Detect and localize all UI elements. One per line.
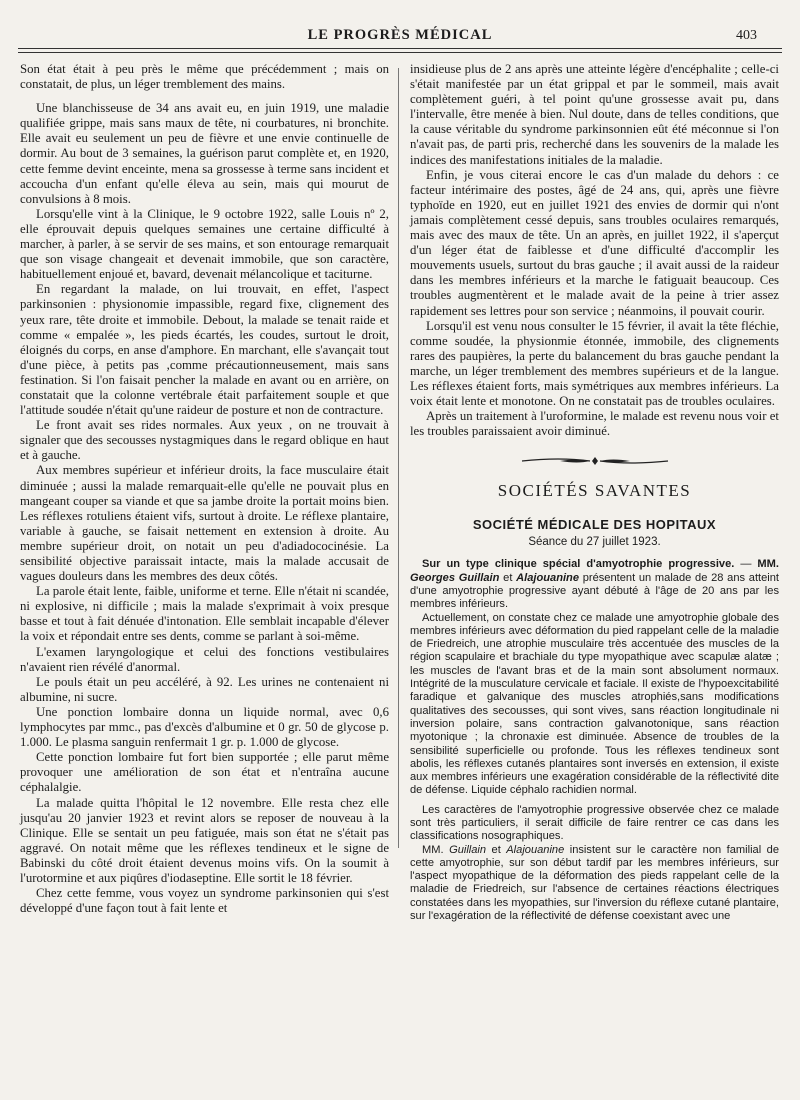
paragraph: Le pouls était un peu accéléré, à 92. Les urines ne contenaient ni albumine, ni sucre. [20, 674, 389, 704]
section-title: SOCIÉTÉS SAVANTES [497, 481, 692, 501]
header-rule-bottom [18, 52, 782, 53]
paragraph: L'examen laryngologique et celui des fonctions vestibulaires n'avaient rien révélé d'anormal. [20, 644, 389, 674]
right-column [410, 62, 779, 923]
lead-text: présentent un malade de 28 ans atteint d'une amyotrophie progressive ayant débuté à l'âge de 20 ans par les membres inférieurs. [410, 571, 779, 611]
paragraph: insidieuse plus de 2 ans après une atteinte légère d'encéphalite ; celle-ci s'était manifestée par un état grippal et par le sommeil, mais avait complètement guéri, à tel point qu'une grossesse avait pu, dans l'intervalle, être menée à bien. Nul doute, dans de telles conditions, que la cause véritable du syndrome parkinsonnien eût été méconnue si l'on n'avait pas, de parti pris, recherché dans les souvenirs de la malade les indices des manifestations initiales de la maladie. [410, 62, 779, 167]
column-divider [398, 68, 399, 848]
paragraph: Chez cette femme, vous voyez un syndrome parkinsonien qui s'est développé d'une façon tout à fait lente et [20, 886, 389, 916]
ornament-flourish-icon [520, 455, 670, 467]
section-ornament [410, 455, 779, 467]
paragraph: La parole était lente, faible, uniforme et terne. Elle n'était ni scandée, ni explosive, ni difficile ; mais la malade s'exprimait à voix presque basse et tout à fait dénuée d'intonation. Elle semblait incapable d'élever la voix et répondait entre ses dents, comme se parlant à soi-même. [20, 584, 389, 644]
paragraph: Lorsqu'elle vint à la Clinique, le 9 octobre 1922, salle Louis nº 2, elle éprouvait depuis quelques semaines une certaine difficulté à marcher, à parler, à se servir de ses mains, et son entourage remarquait que son visage changeait et devenait immobile, que son caractère, habituellement enjoué et, bavard, devenait mélancolique et taciturne. [20, 206, 389, 282]
paragraph: Une ponction lombaire donna un liquide normal, avec 0,6 lymphocytes par mmc., pas d'excès d'albumine et 0 gr. 50 de glycose p. 1.000. Le plasma sanguin renfermait 1 gr. p. 1.000 de glycose. [20, 704, 389, 750]
author-name: Alajouanine [506, 843, 565, 856]
society-title: SOCIÉTÉ MÉDICALE DES HOPITAUX [472, 517, 717, 533]
paragraph: Après un traitement à l'uroformine, le malade est revenu nous voir et les troubles paraissaient avoir diminué. [410, 409, 779, 439]
author-name: Georges Guillain [410, 571, 500, 584]
left-column [20, 62, 389, 916]
paragraph: Une blanchisseuse de 34 ans avait eu, en juin 1919, une maladie qualifiée grippe, mais sans maux de tête, ni courbatures, ni bronchite. Elle avait eu seulement un peu de fièvre et une envie continuelle de dormir. Au bout de 3 semaines, la guérison parut complète et, en 1920, cette femme devint enceinte, mena sa grossesse à terme sans incident et accoucha d'un enfant qu'elle éleva au sein, mais qui mourut de convulsions à 8 mois. [20, 101, 389, 206]
paragraph: En regardant la malade, on lui trouvait, en effet, l'aspect parkinsonien : physionomie impassible, regard fixe, clignement des yeux rare, tête droite et immobile. Debout, la malade se tenait raide et comme « empalée », les pieds écartés, les coudes, surtout le droit, éloignés du corps, en anse d'amphore. En marchant, elle s'avançait tout d'une pièce, à petits pas ,comme précautionneusement, mais sans festination. Si l'on faisait pencher la malade en avant ou en arrière, on constatait que la colonne vertébrale était parfaitement souple et que l'attitude soudée n'était qu'une raideur de posture et non de contracture. [20, 282, 389, 418]
session-date: Séance du 27 juillet 1923. [528, 536, 661, 549]
header-rule-top [18, 48, 782, 49]
paragraph: Actuellement, on constate chez ce malade une amyotrophie globale des membres inférieurs avec déformation du pied rappelant celle de la maladie de Friedreich, une atrophie musculaire très accentuée des muscles de la région scapulaire et brachiale du type myopathique avec scapulæ alatæ ; les muscles de l'avant bras et de la main sont absolument normaux. Intégrité de la musculature cervicale et faciale. Il existe de l'hypoexcitabilité faradique et galvanique des muscles atrophiés,sans modifications qualitatives des secousses, qui sont vives, sans réaction longitudinale ni inversion polaire, sans contraction galvanotonique, sans réaction myotonique ; la chronaxie est diminuée. Absence de troubles de la sensibilité superficielle ou profonde. Tous les réflexes tendineux sont abolis, les réflexes cutanés plantaires sont inversés en extension, il existe aux membres inférieurs une exagération considérable de la réflectivité dite de défense. Liquide céphalo rachidien normal. [410, 611, 779, 797]
paragraph: La malade quitta l'hôpital le 12 novembre. Elle resta chez elle jusqu'au 20 janvier 1923 et revint alors se reposer de nouveau à la Clinique. Elle se sentait un peu fatiguée, mais son état ne s'était pas aggravé. On notait même que les réflexes tendineux et le signe de Babinski du côté droit étaient devenus moins vifs. On la soumit à l'urotormine et aux piqûres d'iodaseptine. Elle sortit le 18 février. [20, 795, 389, 885]
paragraph: Son état était à peu près le même que précédemment ; mais on constatait, de plus, un léger tremblement des mains. [20, 62, 389, 92]
report-title: Sur un type clinique spécial d'amyotrophie progressive. [422, 558, 735, 571]
conjunction: et [499, 571, 517, 584]
journal-title: LE PROGRÈS MÉDICAL [307, 27, 493, 43]
mm: MM. [422, 843, 444, 856]
paragraph: Aux membres supérieur et inférieur droits, la face musculaire était diminuée ; aussi la malade remarquait-elle qu'elle ne pouvait plus en mangeant couper sa viande et que sa jambe droite la portait moins bien. Les réflexes rotuliens étaient vifs, surtout à droite. Le réflexe plantaire, variable à gauche, se faisait nettement en extension à droite. Au membre supérieur droit, on notait un peu d'adiadococinésie. La sensibilité objective paraissait intacte, mais la malade accusait de vagues douleurs dans les membres des deux côtés. [20, 463, 389, 584]
conjunction: et [486, 843, 507, 856]
paragraph: Enfin, je vous citerai encore le cas d'un malade du dehors : ce facteur intérimaire des postes, âgé de 24 ans, qui, après une fièvre typhoïde en 1920, eut en juillet 1921 des envies de dormir qui n'ont jamais complètement cessé depuis, sans troubles oculaires remarqués, mais avec des maux de tête. Un an après, en juillet 1922, il s'aperçut d'un léger état de faiblesse et d'une difficulté d'accomplir les mouvements usuels, surtout du bras gauche ; il avait aussi de la raideur dans les membres inférieurs et la marche le fatiguait beaucoup. Ces troubles augmentèrent et le malade avait de la peine à trier assez rapidement ses lettres pour son service ; néanmoins, il pouvait courir. [410, 167, 779, 318]
report-last-paragraph [410, 844, 779, 924]
dash: — [734, 558, 758, 571]
paragraph: Lorsqu'il est venu nous consulter le 15 février, il avait la tête fléchie, comme soudée, la physionmie étonnée, immobile, des clignements rares des paupières, la perte du balancement du bras gauche pendant la marche, un léger tremblement des membres supérieurs et de la langue. Les réflexes étaient forts, mais symétriques aux membres inférieurs. La voix était lente et monotone. On ne constatait pas de troubles oculaires. [410, 318, 779, 409]
paragraph: Les caractères de l'amyotrophie progressive observée chez ce malade sont très particuliers, il serait difficile de faire rentrer ce cas dans les classifications nosographiques. [410, 803, 779, 843]
paragraph: Le front avait ses rides normales. Aux yeux , on ne trouvait à signaler que des secousses nystagmiques dans le regard oblique en haut et à gauche. [20, 418, 389, 463]
report-lead-paragraph [410, 558, 779, 611]
society-report [410, 558, 779, 923]
mm: MM. [757, 558, 779, 571]
paragraph: Cette ponction lombaire fut fort bien supportée ; elle parut même provoquer une amélioration de son état et n'entraîna aucune céphalalgie. [20, 750, 389, 795]
author-name: Guillain [449, 843, 487, 856]
last-text: insistent sur le caractère non familial de cette amyotrophie, sur son début tardif par les membres inférieurs, sur l'aspect myopathique de la déformation des pieds rappelant celle de la maladie de Friedreich, sur l'absence de certaines réactions électriques constatées dans les myopathies, sur l'inversion du réflexe cutané plantaire, sur l'exagération de la réflectivité de défense coexistant avec une [410, 843, 779, 923]
author-name: Alajouanine [516, 571, 579, 584]
page-number: 403 [736, 28, 757, 43]
